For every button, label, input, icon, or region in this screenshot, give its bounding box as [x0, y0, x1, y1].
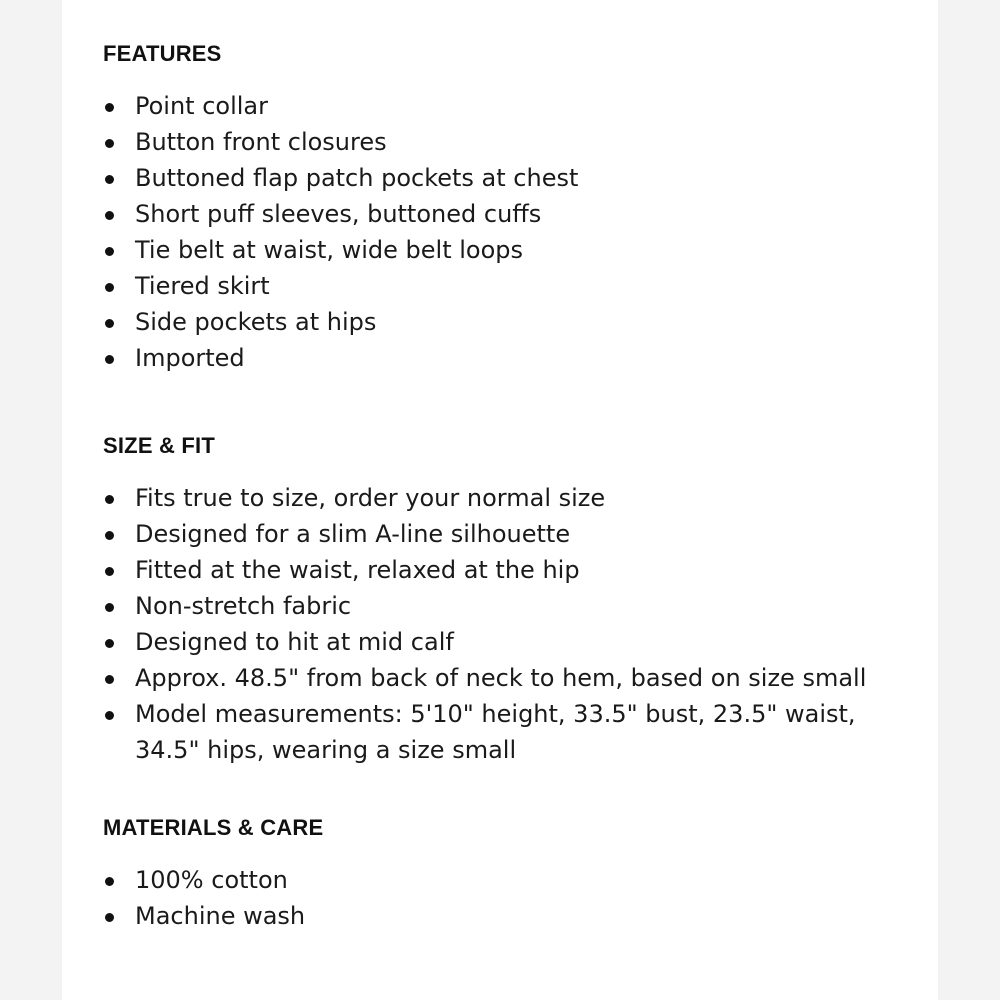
list-item — [103, 160, 875, 196]
list-item-text: Button front closures — [135, 128, 387, 156]
bullet-icon — [105, 639, 114, 648]
list-item-text: Approx. 48.5" from back of neck to hem, based on size small — [135, 664, 867, 692]
list-item — [103, 480, 875, 516]
list-item-text: Imported — [135, 344, 245, 372]
bullet-icon — [105, 103, 114, 112]
features-list — [103, 88, 938, 376]
list-item — [103, 660, 875, 696]
list-item-text: Short puff sleeves, buttoned cuffs — [135, 200, 542, 228]
bullet-icon — [105, 877, 114, 886]
list-item — [103, 624, 875, 660]
list-item — [103, 898, 875, 934]
list-item-text: Non-stretch fabric — [135, 592, 352, 620]
list-item — [103, 552, 875, 588]
list-item-text: Machine wash — [135, 902, 306, 930]
bullet-icon — [105, 675, 114, 684]
bullet-icon — [105, 211, 114, 220]
list-item-text: Model measurements: 5'10" height, 33.5" bust, 23.5" waist, 34.5" hips, wearing a size small — [135, 700, 856, 764]
list-item — [103, 232, 875, 268]
bullet-icon — [105, 913, 114, 922]
bullet-icon — [105, 711, 114, 720]
list-item — [103, 88, 875, 124]
list-item-text: Designed to hit at mid calf — [135, 628, 454, 656]
features-heading: FEATURES — [103, 41, 222, 66]
list-item — [103, 196, 875, 232]
list-item-text: Fits true to size, order your normal size — [135, 484, 606, 512]
bullet-icon — [105, 175, 114, 184]
list-item-text: Buttoned flap patch pockets at chest — [135, 164, 579, 192]
bullet-icon — [105, 247, 114, 256]
size-fit-heading: SIZE & FIT — [103, 433, 215, 458]
list-item — [103, 268, 875, 304]
materials-care-heading: MATERIALS & CARE — [103, 815, 324, 840]
list-item — [103, 588, 875, 624]
list-item-text: Tiered skirt — [135, 272, 270, 300]
bullet-icon — [105, 283, 114, 292]
list-item — [103, 124, 875, 160]
bullet-icon — [105, 603, 114, 612]
list-item-text: Tie belt at waist, wide belt loops — [135, 236, 524, 264]
list-item — [103, 340, 875, 376]
bullet-icon — [105, 567, 114, 576]
list-item-text: Side pockets at hips — [135, 308, 377, 336]
bullet-icon — [105, 139, 114, 148]
list-item-text: 100% cotton — [135, 866, 288, 894]
list-item-text: Point collar — [135, 92, 269, 120]
bullet-icon — [105, 531, 114, 540]
list-item — [103, 516, 875, 552]
product-details-panel — [62, 0, 938, 1000]
list-item — [103, 862, 875, 898]
materials-care-list — [103, 862, 938, 934]
bullet-icon — [105, 319, 114, 328]
list-item-text: Fitted at the waist, relaxed at the hip — [135, 556, 580, 584]
bullet-icon — [105, 495, 114, 504]
bullet-icon — [105, 355, 114, 364]
size-fit-list — [103, 480, 938, 768]
list-item — [103, 304, 875, 340]
list-item — [103, 696, 875, 768]
list-item-text: Designed for a slim A-line silhouette — [135, 520, 571, 548]
